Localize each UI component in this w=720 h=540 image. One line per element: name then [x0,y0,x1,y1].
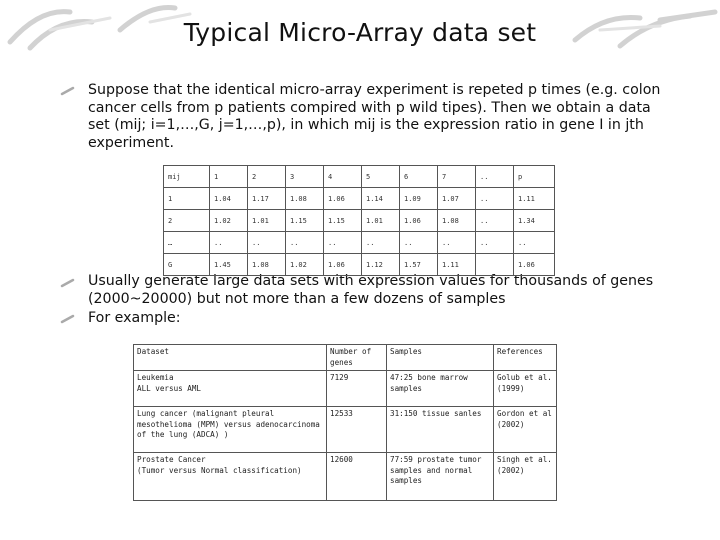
matrix-cell: 1.08 [248,254,286,276]
matrix-cell: .. [362,232,400,254]
matrix-cell: .. [210,232,248,254]
matrix-cell: 7 [438,166,476,188]
matrix-cell: 1.02 [286,254,324,276]
dataset-name-cell [134,371,327,407]
dataset-table-body [134,345,557,501]
matrix-row [164,210,555,232]
matrix-cell: 1.04 [210,188,248,210]
dataset-header-cell: Samples [387,345,494,371]
dataset-header-cell: Number of genes [327,345,387,371]
dataset-row [134,453,557,501]
matrix-cell: 1.14 [362,188,400,210]
reference-cell: Singh et al. (2002) [494,453,557,501]
matrix-cell: 1 [164,188,210,210]
matrix-cell: 1.06 [400,210,438,232]
dataset-header-row [134,345,557,371]
samples-cell: 47:25 bone marrow samples [387,371,494,407]
dataset-header-cell: References [494,345,557,371]
matrix-cell: 1.57 [400,254,438,276]
matrix-cell: 1.06 [324,188,362,210]
bullet-icon [60,86,76,96]
matrix-cell: 1.17 [248,188,286,210]
matrix-cell: 1.06 [324,254,362,276]
matrix-row [164,188,555,210]
cell-line: (Tumor versus Normal classification) [137,465,302,475]
samples-cell: 77:59 prostate tumor samples and normal samples [387,453,494,501]
matrix-cell: 1 [210,166,248,188]
matrix-cell: 6 [400,166,438,188]
matrix-row [164,232,555,254]
matrix-cell: G [164,254,210,276]
dataset-name-cell [134,453,327,501]
slide-title: Typical Micro-Array data set [183,18,537,47]
matrix-cell: 5 [362,166,400,188]
matrix-cell: 1.15 [324,210,362,232]
gene-count-cell: 12533 [327,407,387,453]
dataset-examples-table [133,344,557,501]
reference-cell: Gordon et al (2002) [494,407,557,453]
cell-line: Lung cancer (malignant pleural mesothelioma (MPM) versus adenocarcinoma of the lung (ADCA) ) [137,409,320,439]
matrix-cell: .. [514,232,555,254]
matrix-cell [476,254,514,276]
cell-line: Leukemia [137,373,174,382]
matrix-cell: .. [476,210,514,232]
bullet-text: For example: [88,310,181,326]
matrix-table-body [164,166,555,276]
matrix-cell: 1.08 [286,188,324,210]
gene-count-cell: 12600 [327,453,387,501]
matrix-cell: 1.12 [362,254,400,276]
matrix-cell: 1.09 [400,188,438,210]
matrix-cell: 1.06 [514,254,555,276]
matrix-cell: .. [400,232,438,254]
matrix-cell: mij [164,166,210,188]
matrix-cell: … [164,232,210,254]
matrix-row [164,254,555,276]
dataset-row [134,371,557,407]
matrix-cell: .. [248,232,286,254]
bullet-icon [60,314,76,324]
expression-matrix-table [163,165,555,276]
matrix-cell: p [514,166,555,188]
matrix-cell: 2 [248,166,286,188]
matrix-cell: 1.15 [286,210,324,232]
dataset-name-cell [134,407,327,453]
samples-cell: 31:150 tissue sanles [387,407,494,453]
matrix-cell: .. [286,232,324,254]
matrix-cell: .. [476,232,514,254]
dataset-row [134,407,557,453]
matrix-cell: .. [476,166,514,188]
matrix-cell: 1.34 [514,210,555,232]
matrix-cell: 1.11 [438,254,476,276]
matrix-cell: 1.01 [362,210,400,232]
matrix-cell: 1.07 [438,188,476,210]
matrix-cell: .. [438,232,476,254]
matrix-cell: .. [476,188,514,210]
matrix-cell: 1.08 [438,210,476,232]
cell-line: ALL versus AML [137,383,202,393]
matrix-cell: 1.01 [248,210,286,232]
matrix-cell: 1.45 [210,254,248,276]
cell-line: Prostate Cancer [137,455,206,464]
reference-cell: Golub et al. (1999) [494,371,557,407]
matrix-cell: 1.02 [210,210,248,232]
matrix-cell: .. [324,232,362,254]
matrix-cell: 1.11 [514,188,555,210]
dataset-header-cell: Dataset [134,345,327,371]
matrix-cell: 3 [286,166,324,188]
bullet-text: Usually generate large data sets with expression values for thousands of genes (2000~20000) but not more than a few dozens of samples [88,273,654,307]
matrix-header-row [164,166,555,188]
bullet-text: Suppose that the identical micro-array experiment is repeted p times (e.g. colon cancer cells from p patients compired with p wild tipes). Then we obtain a data set (mij; i=1,…,G, j=1,…,p), in which mij is the expression ratio in gene I in jth experiment. [88,82,661,151]
gene-count-cell: 7129 [327,371,387,407]
bullet-icon [60,278,76,288]
matrix-cell: 4 [324,166,362,188]
matrix-cell: 2 [164,210,210,232]
